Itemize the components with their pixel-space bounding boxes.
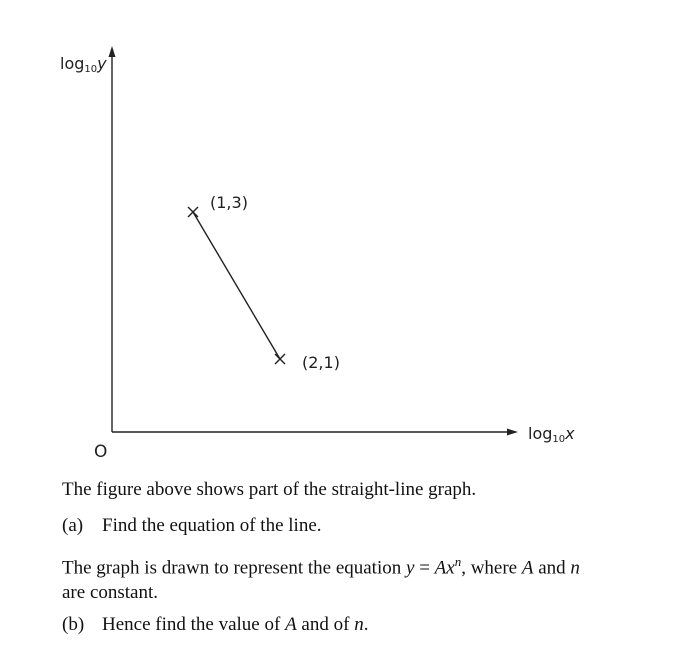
y-axis-label-subscript: 10 [84, 64, 98, 75]
part-b-end: . [363, 614, 369, 635]
point-marker-1 [188, 207, 198, 217]
part-b-and: and of [296, 614, 355, 635]
eq-y: y [406, 557, 415, 579]
plot-area [188, 207, 285, 364]
context-before: The graph is drawn to represent the equation [62, 557, 406, 579]
y-axis-label-var: y [97, 54, 107, 73]
x-axis-arrowhead [507, 429, 518, 436]
y-axis-arrowhead [109, 46, 116, 57]
ctx-A: A [521, 557, 534, 579]
eq-n: n [454, 554, 462, 569]
series-line [193, 212, 280, 359]
point-label-2: (2,1) [302, 353, 340, 372]
part-b [62, 612, 682, 637]
eq-A: A [434, 557, 447, 579]
context-line2: are constant. [62, 582, 159, 604]
part-b-n: n [354, 614, 364, 635]
ctx-n: n [570, 557, 580, 579]
context-paragraph [62, 549, 682, 605]
part-a [62, 513, 682, 538]
y-axis-label-base: log [60, 54, 85, 73]
part-b-A: A [285, 614, 297, 635]
eq-x: x [446, 557, 455, 579]
question-intro: The figure above shows part of the straight-line graph. [62, 479, 477, 500]
part-b-label: (b) [62, 614, 85, 635]
part-a-text: Find the equation of the line. [102, 515, 322, 536]
x-axis-label-var: x [565, 424, 575, 443]
x-axis-label [528, 426, 575, 445]
x-axis-label-base: log [528, 424, 553, 443]
origin-label: O [94, 442, 108, 462]
point-marker-2 [275, 354, 285, 364]
x-axis-label-subscript: 10 [552, 434, 566, 445]
context-mid: , where [461, 557, 522, 579]
y-axis-label [60, 56, 107, 75]
axes [109, 46, 519, 436]
part-b-before: Hence find the value of [102, 614, 286, 635]
point-label-1: (1,3) [210, 193, 248, 212]
context-and: and [533, 557, 571, 579]
question-text [62, 477, 682, 502]
part-a-label: (a) [62, 515, 84, 536]
eq-equals: = [414, 557, 435, 579]
